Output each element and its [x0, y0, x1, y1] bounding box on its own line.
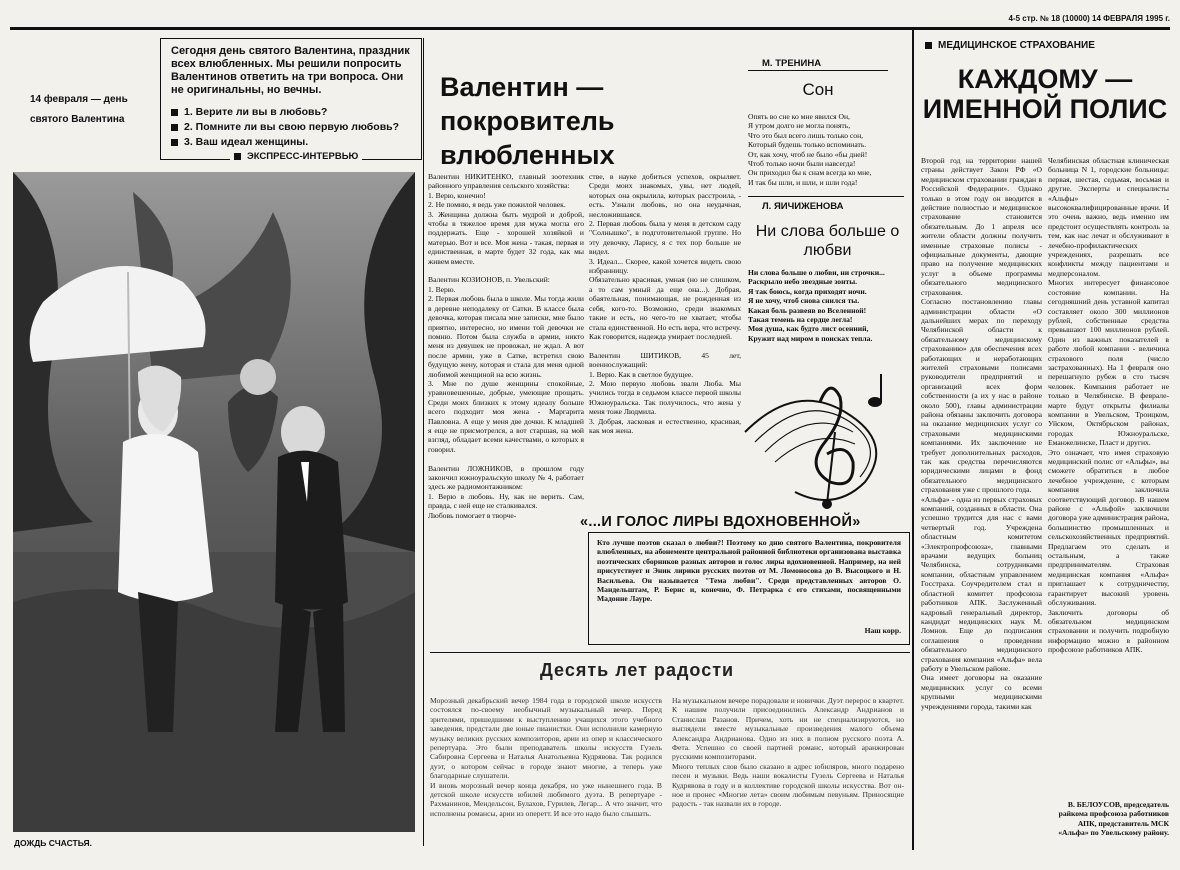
valentin-headline: Валентин — покровитель влюбленных	[440, 72, 615, 170]
poem2-title: Ни слова больше о любви	[755, 223, 900, 259]
photo-caption: ДОЖДЬ СЧАСТЬЯ.	[14, 838, 92, 848]
ten-years-col-2: На музыкальном вечере порадовали и новички. Дуэт перерос в квартет. К нашим получили присоединились Александр Андрианов и Станислав Разанов. Причем, хоть ни не специализируются, но выглядели вместе музыкальные произведения малого объема Александра Андрианова. Одно из них в полном русского поэта А. Фета. Успешно со своей партией романс, который аранжирован русскими композиторами. Много теплых слов было сказано в адрес юбиляров, много подарено песен и музыки. Ведь наши вокалисты Гузель Сергеева и Наталья Кудрявова в году и в коллективе городской школы искусства. Вот он-ное и пронес «Многие лета» своим любимым певуньям. Приносящие радость - так назвали их в городе.	[672, 696, 904, 809]
ten-years-headline: Десять лет радости	[540, 660, 735, 680]
poem2-rule	[748, 196, 904, 197]
wedding-photo	[13, 172, 415, 832]
poem1-text: Опять во сне ко мне явился Он, Я утром долго не могла понять, Что это был всего лишь только сон, Который будешь только вспоминать. От, как хочу, чтоб не было «бы дней! Чтоб только ночи были навсегда! Он приходил бы к снам всегда ко мне, И так бы шли, и шли, и шли года!	[748, 112, 872, 187]
ten-years-col-1: Морозный декабрьский вечер 1984 года в городской школе искусств состоялся по-своему необычный музыкальный вечер. Перед зрителями, пришедшими к выступлению учащихся этого учебного заведения, предстали две юные пианистки. Они исполнили камерную музыку великих русских композиторов, арии из опер и классического репертуара. Это были преподаватель школы искусств Гузель Сабировна Сергеева и Наталья Анатольевна Кудрявова. Так родился дуэт, о котором сейчас в городе знают многие, а теперь уже благодарные слушатели. И вновь морозный вечер конца декабря, но уже нынешнего года. В детской школе искусств юбилей любимого дуэта. В репертуаре - Рахманинов, Мендельсон, Булахов, Гурилев, Легар... А что значит, что исполнены романсы, арии из оперетт. И все это надо было слышать.	[430, 696, 662, 818]
question-1: 1. Верите ли вы в любовь?	[171, 105, 411, 120]
treble-clef-drawing	[735, 372, 905, 522]
date-caption: 14 февраля — день святого Валентина	[30, 94, 128, 125]
masthead: 4-5 стр. № 18 (10000) 14 ФЕВРАЛЯ 1995 г.	[1008, 14, 1170, 23]
poem1-author: М. ТРЕНИНА	[762, 58, 822, 69]
poem2-author: Л. ЯИЧИЖЕНОВА	[762, 201, 844, 212]
poem1-rule	[748, 70, 888, 71]
question-3: 3. Ваш идеал женщины.	[171, 135, 411, 150]
poem1-title: Сон	[802, 80, 834, 99]
music-illustration	[735, 372, 905, 522]
wedding-photo-image	[13, 172, 415, 832]
poem2-text: Ни слова больше о любви, ни строчки... Раскрыло небо звездные зонты. Я так боюсь, когда приходят ночи. Я не хочу, чтоб снова снился ты. Какая боль развеяв во Вселенной! Такая темень на сердце легла! Моя душа, как будто лист осенний, Кружит над миром в поисках тепла.	[748, 268, 885, 343]
intro-text: Сегодня день святого Валентина, праздник всех влюбленных. Мы решили попросить Валентинов ответить на три вопроса. Они не оригинальны, но вечны.	[171, 45, 410, 96]
vrule-left	[423, 38, 424, 846]
insurance-headline: КАЖДОМУ — ИМЕННОЙ ПОЛИС	[922, 64, 1168, 124]
interview-col-1: Валентин НИКИТЕНКО, главный зоотехник районного управления сельского хозяйства: 1. Верю, конечно! 2. Не помню, я ведь уже пожилой человек. 3. Женщина должна быть мудрой и доброй, чтобы в тяжелое время для мужа могла его поддержать. Еще - хорошей хозяйкой и матерью. Вот и все. Моя жена - такая, первая и единственная, в марте будет 32 года, как мы живем вместе. Валентин КОЗИОНОВ, п. Увельский: 1. Верю. 2. Первая любовь была в школе. Мы тогда жили в деревне неподалеку от Сатки. В классе была девочка, которая писала мне записки, мне было приятно, интересно, но имени той девочки не помню. Потом была служба в армии, никто меня из девушек не провожал, не ждал. А вот после армии, уже в Сатке, встретил свою будущую жену, которая и стала для меня одной любимой женщиной на всю жизнь. 3. Мне по душе женщины спокойные, уравновешенные, добрые, умеющие прощать. Среди моих близких к этому идеалу больше всего подходит моя жена - Маргарита Павловна. А еще у меня две дочки. К младшей я еще не присмотрелся, а вот старшая, на мой взгляд, обладает всеми качествами, о которых я говорил. Валентин ЛОЖНИКОВ, в прошлом году закончил южноуральскую школу № 4, работает здесь же радиомонтажником: 1. Верю в любовь. Ну, как не верить. Сам, правда, с ней еще не сталкивался. Любовь помогает в творче-	[428, 172, 584, 520]
rubric-express: ЭКСПРЕСС-ИНТЕРВЬЮ	[230, 151, 362, 162]
insurance-signature: В. БЕЛОУСОВ, председатель райкома профсоюза работников АПК, представитель МСК «Альфа» по Увельскому району.	[1058, 800, 1169, 838]
lyre-box	[588, 532, 910, 645]
intro-box	[160, 38, 422, 160]
rule-ten-years	[430, 652, 910, 653]
lyre-headline: «...И ГОЛОС ЛИРЫ ВДОХНОВЕННОЙ»	[580, 514, 861, 530]
interview-col-2: стве, в науке добиться успехов, окрыляет. Среди моих знакомых, увы, нет людей, которых она окрылила, которых расстроила, - есть. Узнали любовь, но она неудачная, несложившаяся. 2. Первая любовь была у меня в детском саду "Солнышко", в подготовительной группе. Но эту девочку, Ларису, я с тех пор больше не видел. 3. Идеал... Скорее, какой хочется видеть свою избранницу. Обязательно красивая, умная (но не слишком, а то сам умный да еще она...). Добрая, обаятельная, понимающая, не рожденная из себя, кого-то. Возможно, среди знакомых такие и есть, но чего-то не хватает, чтобы стала единственной. Но есть вера, что встречу. Как говорится, надежда умирает последней. Валентин ШИТИКОВ, 45 лет, военнослужащий: 1. Верю. Как в светлое будущее. 2. Мою первую любовь звали Люба. Мы учились тогда в седьмом классе первой школы Южноуральска. Так получилось, что жена у меня тоже Людмила. 3. Добрая, ласковая и естественно, красивая, как моя жена.	[589, 172, 741, 435]
vrule-right	[912, 30, 914, 850]
lyre-text: Кто лучше поэтов сказал о любви?! Поэтому ко дню святого Валентина, покровителя влюбленных, на абонементе центральной районной библиотеки организована выставка поэтических сборников разных авторов и голос лиры вдохновенной. Например, на ней присутствует и Эник лирики русских поэтов от М. Ломоносова до В. Высоцкого и Н. Васильева. Он называется "Тема любви". Среди представленных авторов О. Мандельштам, Р. Бернс и, конечно, Ф. Петрарка с его стихами, посвященными Мадонне Лауре.	[597, 538, 901, 604]
lyre-signature: Наш корр.	[864, 626, 901, 635]
insurance-col-1: Второй год на территории нашей страны действует Закон РФ «О медицинском страховании граждан в Российской Федерации». Однако только в этом году он вводится в действие полностью и медицинское страхование становится обязательным. До 1 апреля все жители области должны получить именные страховые полисы - официальные документы, дающие право на получение медицинских услуг в объеме программы обязательного медицинского страхования. Согласно постановлению главы администрации области «О дальнейших мерах по переходу Челябинской области к обязательному медицинскому страхованию» для обеспечения всех работающих и неработающих жителей страховыми полисами руководители предприятий и организаций всех форм собственности (а их у нас в районе около 500), главы администрации района обязаны заключить договора на оказание медицинских услуг со страховыми медицинскими компаниями. Их заключение не требует дополнительных расходов, так как средства перечисляются юридическими лицами в фонд обязательного медицинского страхования уже с прошлого года. «Альфа» - одна из первых страховых компаний, созданных в области. Она успешно трудится для нас с вами четвертый год. Учреждена областным комитетом «Электропрофсоюза», главными врачами ведущих больниц Челябинска, сотрудниками компании, областным управлением Госстраха. Соучредителем стал и областной комитет профсоюза работников АПК. Заслуженный кадровый генеральный директор, кандидат медицинских наук М. Ломнов. Еще до подписания соглашения о проведении обязательного медицинского страхования компания «Альфа» вела работу в Увельском районе. Она имеет договоры на оказание медицинских услуг со всеми крупными медицинскими учреждениями города, такими как	[921, 156, 1042, 711]
question-2: 2. Помните ли вы свою первую любовь?	[171, 120, 411, 135]
insurance-col-2: Челябинская областная клиническая больница N 1, городские больницы: первая, шестая, седьмая, восьмая и другие. Эксперты и специалисты «Альфы» - высококвалифицированные врачи. И это очень важно, ведь именно им предстоит осуществлять контроль за тем, как нас лечат и обслуживают в лечебно-профилактических учреждениях, разрешать все конфликты между пациентами и медперсоналом. Многих интересует финансовое состояние компании. На сегодняшний день уставной капитал составляет около 300 миллионов рублей, собственные средства превышают 100 миллионов рублей. Один из важных показателей в работе любой компании - величина страхового поля (число застрахованных). На 1 февраля оно перешагнуло рубеж в сто тысяч человек. Компания работает не только в Челябинске. В феврале-марте будут открыты филиалы компании в Увельском, Троицком, Уйском, Октябрьском районах, городах Южноуральске, Еманжелинске, Пласт и других. Это означает, что имея страховую медицинский полис от «Альфы», вы сможете обратиться в любое лечебное учреждение, с которым компания заключила соответствующий договор. В нашем районе с «Альфой» заключили договора уже администрация района, большинство промышленных и сельскохозяйственных предприятий. Предлагаем это сделать и остальным, а также предпринимателям. Страховая медицинская компания «Альфа» приглашает к сотрудничеству, гарантирует высокий уровень обслуживания. Заключить договоры об обязательном медицинском страховании и получить подробную информацию можно в районном профсоюзе работников АПК.	[1048, 156, 1169, 655]
top-rule	[10, 27, 1170, 30]
insurance-rubric: МЕДИЦИНСКОЕ СТРАХОВАНИЕ	[925, 40, 1095, 51]
